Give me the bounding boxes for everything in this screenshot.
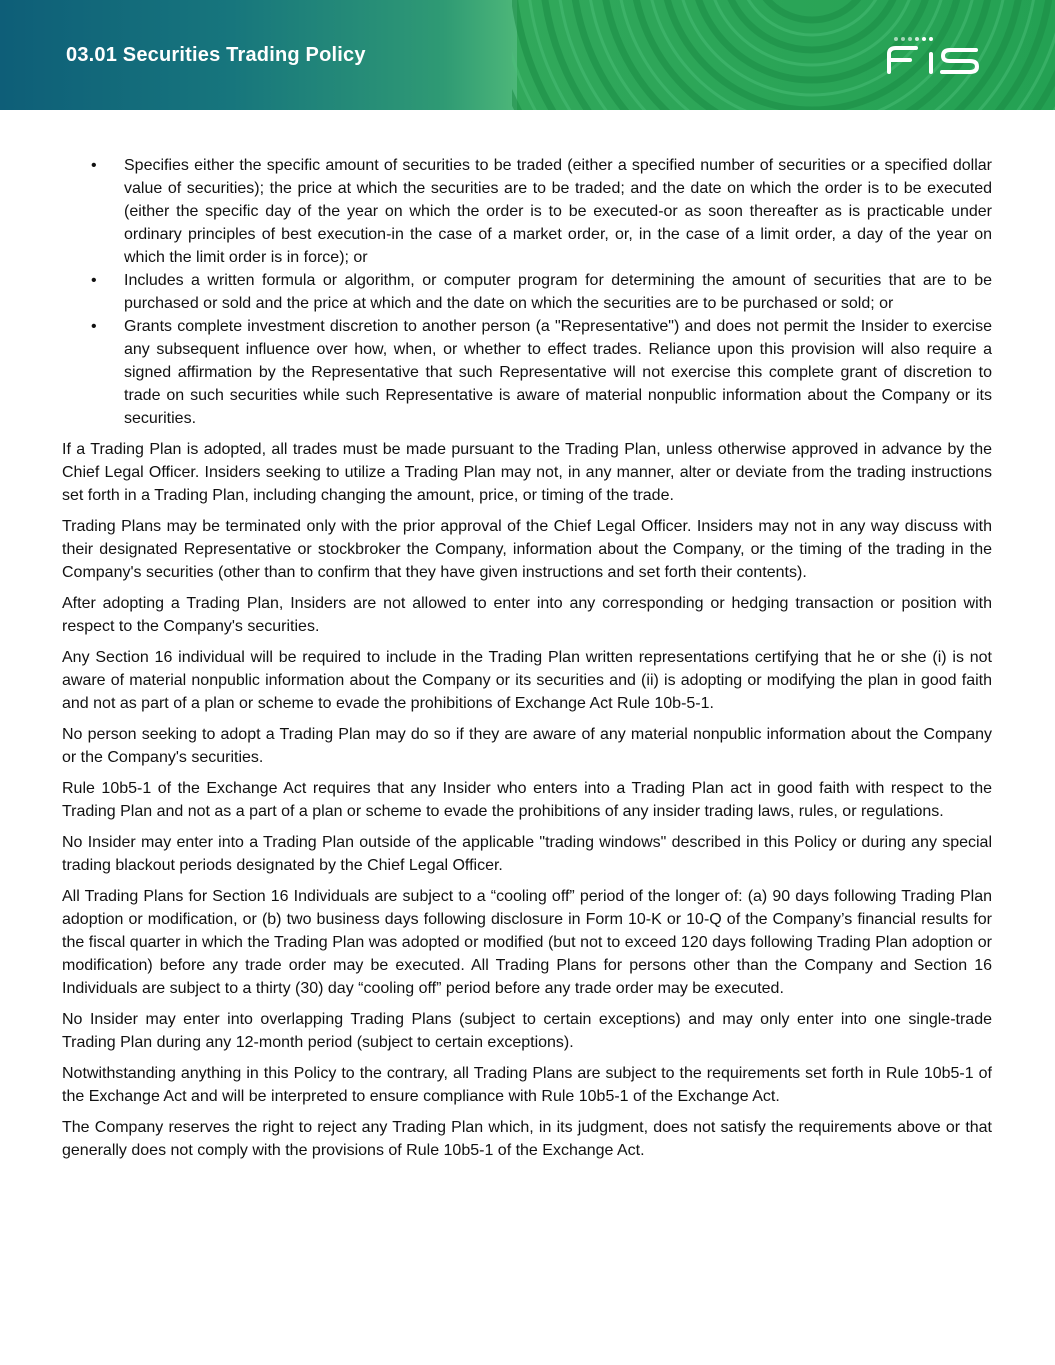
trading-plan-bullet-list — [62, 154, 992, 430]
bullet-icon: • — [91, 157, 97, 174]
paragraph: The Company reserves the right to reject any Trading Plan which, in its judgment, does not satisfy the requirements above or that generally does not comply with the provisions of Rule 10b5-1 of the Exchange Act. — [62, 1119, 992, 1159]
fis-logo — [884, 34, 984, 76]
paragraph: Any Section 16 individual will be required to include in the Trading Plan written representations certifying that he or she (i) is not aware of material nonpublic information about the Company or its securities and (ii) is adopting or modifying the plan in good faith and not as part of a plan or scheme to evade the prohibitions of Exchange Act Rule 10b-5-1. — [62, 649, 992, 712]
paragraph: After adopting a Trading Plan, Insiders are not allowed to enter into any corresponding or hedging transaction or position with respect to the Company's securities. — [62, 595, 992, 635]
bullet-icon: • — [91, 272, 97, 289]
paragraph: If a Trading Plan is adopted, all trades must be made pursuant to the Trading Plan, unless otherwise approved in advance by the Chief Legal Officer. Insiders seeking to utilize a Trading Plan may not, in any manner, alter or deviate from the trading instructions set forth in a Trading Plan, including changing the amount, price, or timing of the trade. — [62, 441, 992, 504]
paragraph: No Insider may enter into overlapping Trading Plans (subject to certain exceptions) and may only enter into one single-trade Trading Plan during any 12-month period (subject to certain exceptions). — [62, 1011, 992, 1051]
paragraph: No person seeking to adopt a Trading Plan may do so if they are aware of any material nonpublic information about the Company or the Company's securities. — [62, 726, 992, 766]
list-item: • Specifies either the specific amount of securities to be traded (either a specified number of securities or a specified dollar value of securities); the price at which the securities are to be traded; and the date on which the order is to be executed (either the specific day of the year on which the order is to be executed-or as soon thereafter as is practicable under ordinary principles of best execution-in the case of a market order, or, in the case of a limit order, a day of the year on which the limit order is in force); or — [62, 154, 992, 269]
document-body — [62, 154, 992, 1162]
list-item: • Grants complete investment discretion to another person (a "Representative") and does not permit the Insider to exercise any subsequent influence over how, when, or whether to effect trades. Reliance upon this provision will also require a signed affirmation by the Representative that such Representative will not exercise this complete grant of discretion to trade on such securities while such Representative is aware of material nonpublic information about the Company or its securities. — [62, 315, 992, 430]
paragraph: All Trading Plans for Section 16 Individuals are subject to a “cooling off” period of the longer of: (a) 90 days following Trading Plan adoption or modification, or (b) two business days following disclosure in Form 10-K or 10-Q of the Company’s financial results for the fiscal quarter in which the Trading Plan was adopted or modified (but not to exceed 120 days following Trading Plan adoption or modification) before any trade order may be executed. All Trading Plans for persons other than the Company and Section 16 Individuals are subject to a thirty (30) day “cooling off” period before any trade order may be executed. — [62, 888, 992, 997]
document-title: 03.01 Securities Trading Policy — [66, 44, 366, 66]
paragraph: No Insider may enter into a Trading Plan outside of the applicable "trading windows" described in this Policy or during any special trading blackout periods designated by the Chief Legal Officer. — [62, 834, 992, 874]
paragraph: Notwithstanding anything in this Policy to the contrary, all Trading Plans are subject to the requirements set forth in Rule 10b5-1 of the Exchange Act and will be interpreted to ensure compliance with Rule 10b5-1 of the Exchange Act. — [62, 1065, 992, 1105]
paragraph: Rule 10b5-1 of the Exchange Act requires that any Insider who enters into a Trading Plan act in good faith with respect to the Trading Plan and not as a part of a plan or scheme to evade the prohibitions of any insider trading laws, rules, or regulations. — [62, 780, 992, 820]
list-item: • Includes a written formula or algorithm, or computer program for determining the amount of securities that are to be purchased or sold and the price at which and the date on which the securities are to be purchased or sold; or — [62, 269, 992, 315]
page-header — [0, 0, 1055, 110]
paragraph: Trading Plans may be terminated only with the prior approval of the Chief Legal Officer. Insiders may not in any way discuss with their designated Representative or stockbroker the Company, information about the Company, or the timing of the trading in the Company's securities (other than to confirm that they have given instructions and set forth their contents). — [62, 518, 992, 581]
bullet-icon: • — [91, 318, 97, 335]
